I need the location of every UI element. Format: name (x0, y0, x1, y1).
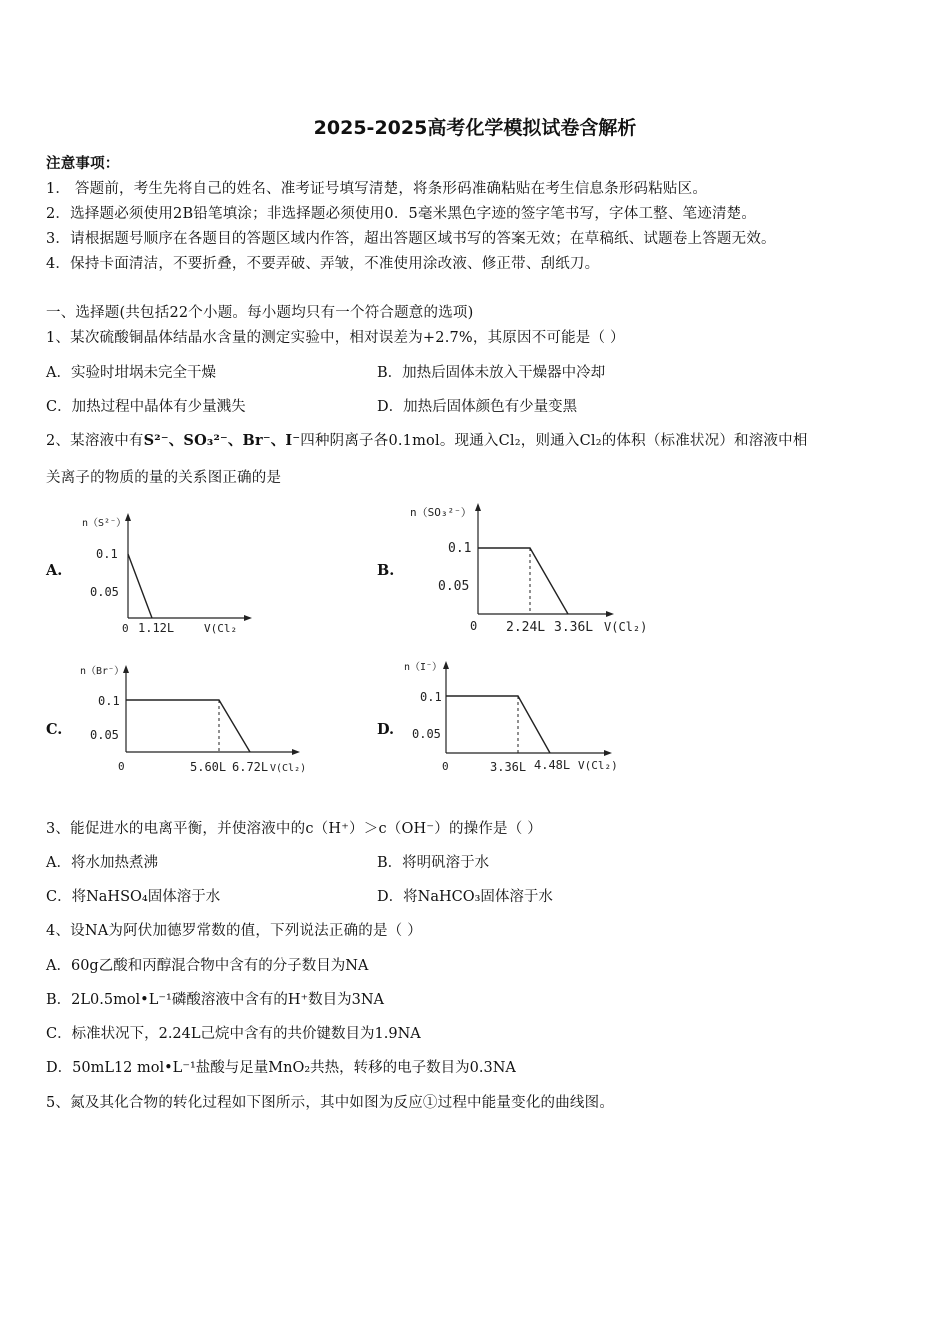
chart-d-tick-x1: 3.36L (490, 760, 527, 774)
q1-option-b: B．加热后固体未放入干燥器中冷却 (377, 365, 606, 381)
chart-a-tick-y2: 0.05 (90, 585, 119, 599)
chart-a-tick-y1: 0.1 (96, 547, 118, 561)
q2-ions: S²⁻、SO₃²⁻、Br⁻、I⁻ (143, 432, 301, 449)
q4-stem: 4、设NA为阿伏加德罗常数的值，下列说法正确的是（ ） (46, 923, 422, 939)
q4-option-d: D．50mL12 mol•L⁻¹盐酸与足量MnO₂共热，转移的电子数目为0.3NA (46, 1060, 516, 1076)
chart-b-tick-x1: 2.24L (506, 620, 546, 635)
chart-c-tick-y2: 0.05 (90, 728, 119, 742)
chart-a-xlabel: V(Cl₂ (204, 622, 238, 635)
q2-stem-part2: 四种阴离子各0.1mol。现通入Cl₂，则通入Cl₂的体积（标准状况）和溶液中相 (300, 433, 808, 449)
q1-option-a: A．实验时坩埚未完全干燥 (46, 365, 216, 381)
q1-option-c: C．加热过程中晶体有少量溅失 (46, 399, 246, 415)
q2-label-d: D. (377, 721, 395, 738)
notice-item-3: 3．请根据题号顺序在各题目的答题区域内作答，超出答题区域书写的答案无效；在草稿纸、试题卷上答题无效。 (46, 231, 776, 247)
q1-option-d: D．加热后固体颜色有少量变黑 (377, 399, 578, 415)
chart-c-tick-y1: 0.1 (98, 694, 120, 708)
chart-d-y-arrow (443, 661, 449, 669)
chart-d-x-arrow (604, 750, 612, 756)
chart-b-tick-x2: 3.36L (554, 620, 594, 635)
chart-a-x-arrow (244, 615, 252, 621)
chart-c-tick-x2: 6.72L (232, 760, 269, 774)
chart-a-series-line (128, 554, 152, 618)
q2-label-b: B. (377, 562, 395, 579)
chart-c-xlabel: V(Cl₂) (270, 763, 307, 774)
q3-option-a: A．将水加热煮沸 (46, 855, 158, 871)
q3-option-c: C．将NaHSO₄固体溶于水 (46, 889, 221, 905)
chart-b-xlabel: V(Cl₂) (604, 620, 648, 634)
chart-c-origin: 0 (118, 760, 125, 773)
chart-c-tick-x1: 5.60L (190, 760, 227, 774)
chart-b-origin: 0 (470, 619, 478, 633)
chart-c (76, 660, 316, 780)
chart-c-series-line (126, 700, 250, 752)
chart-d-origin: 0 (442, 760, 449, 773)
q2-label-a: A. (46, 562, 63, 579)
chart-d-series-line (446, 696, 550, 753)
section-heading: 一、选择题(共包括22个小题。每小题均只有一个符合题意的选项) (46, 305, 474, 321)
q4-option-a: A．60g乙酸和丙醇混合物中含有的分子数目为NA (46, 958, 369, 974)
notice-item-4: 4．保持卡面清洁，不要折叠，不要弄破、弄皱，不准使用涂改液、修正带、刮纸刀。 (46, 256, 600, 272)
chart-b-tick-y2: 0.05 (438, 579, 470, 594)
q2-stem-line2: 关离子的物质的量的关系图正确的是 (46, 470, 282, 486)
chart-a-origin: 0 (122, 622, 129, 635)
chart-c-ylabel: n（Br⁻） (80, 666, 125, 677)
chart-d-ylabel: n（I⁻） (404, 662, 443, 673)
chart-a-ylabel: n（S²⁻） (82, 518, 127, 529)
q1-stem: 1、某次硫酸铜晶体结晶水含量的测定实验中，相对误差为+2.7%，其原因不可能是（ ） (46, 330, 625, 346)
chart-b-y-arrow (475, 503, 481, 511)
chart-b-ylabel: n（SO₃²⁻） (410, 506, 472, 519)
chart-d-tick-x2: 4.48L (534, 758, 571, 772)
chart-b-tick-y1: 0.1 (448, 541, 472, 556)
chart-d-xlabel: V(Cl₂) (578, 759, 618, 772)
q3-stem: 3、能促进水的电离平衡，并使溶液中的c（H⁺）＞c（OH⁻）的操作是（ ） (46, 821, 542, 837)
chart-b-x-arrow (606, 611, 614, 617)
q2-label-c: C. (46, 721, 63, 738)
chart-a (76, 506, 276, 640)
q2-stem-part1: 2、某溶液中有 (46, 433, 144, 449)
q4-option-c: C．标准状况下，2.24L己烷中含有的共价键数目为1.9NA (46, 1026, 421, 1042)
q3-option-d: D．将NaHCO₃固体溶于水 (377, 889, 553, 905)
page-title: 2025-2025高考化学模拟试卷含解析 (313, 117, 637, 139)
notice-heading: 注意事项： (46, 155, 120, 172)
chart-d (400, 656, 640, 780)
chart-c-x-arrow (292, 749, 300, 755)
chart-b (404, 494, 664, 640)
chart-d-tick-y2: 0.05 (412, 727, 441, 741)
chart-d-tick-y1: 0.1 (420, 690, 442, 704)
q5-stem: 5、氮及其化合物的转化过程如下图所示，其中如图为反应①过程中能量变化的曲线图。 (46, 1095, 615, 1111)
notice-item-2: 2．选择题必须使用2B铅笔填涂；非选择题必须使用0．5毫米黑色字迹的签字笔书写，字体工整、笔迹清楚。 (46, 206, 757, 222)
q4-option-b: B．2L0.5mol•L⁻¹磷酸溶液中含有的H⁺数目为3NA (46, 992, 385, 1008)
chart-b-series-line (478, 548, 568, 614)
chart-a-tick-x1: 1.12L (138, 621, 175, 635)
q3-option-b: B．将明矾溶于水 (377, 855, 490, 871)
notice-item-1: 1． 答题前，考生先将自己的姓名、准考证号填写清楚，将条形码准确粘贴在考生信息条形码粘贴区。 (46, 181, 708, 197)
q2-stem-line1 (46, 429, 808, 450)
